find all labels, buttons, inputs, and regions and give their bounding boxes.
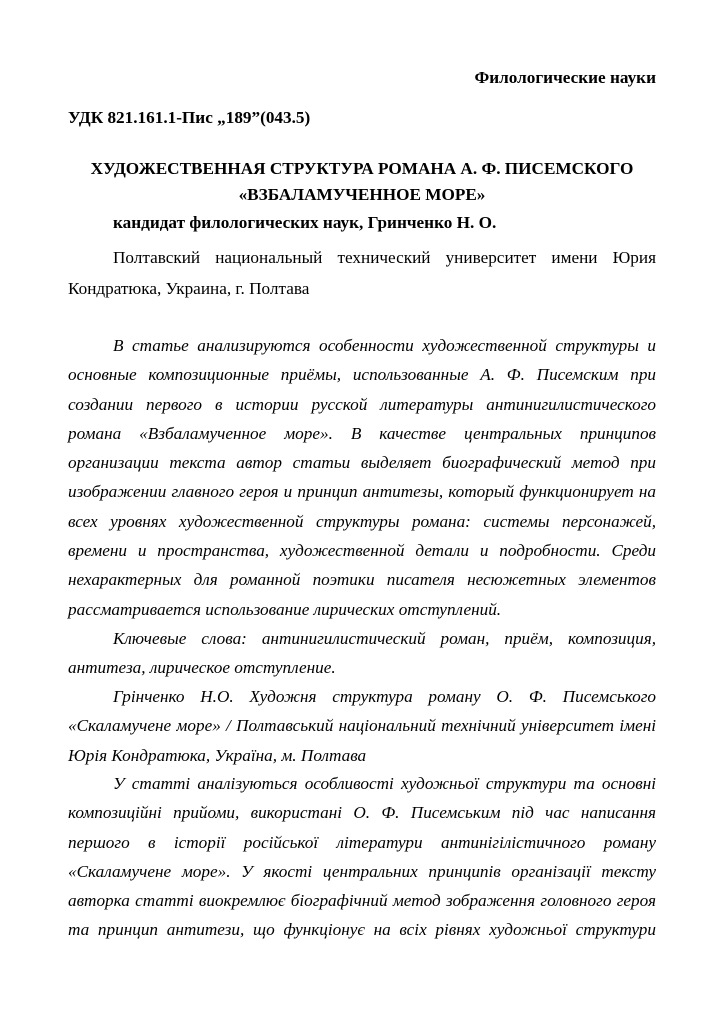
text-line: «Скаламучене море» / Полтавський національний технічний університет імені	[68, 716, 656, 736]
text-line: авторка статті виокремлює біографічний метод зображення головного героя	[68, 891, 656, 911]
text-line: создании первого в истории русской литературы антинигилистического	[68, 394, 656, 414]
text-line: Полтавский национальный технический университет имени Юрия	[113, 248, 656, 267]
text-line: В статье анализируются особенности художественной структуры и	[113, 336, 656, 355]
text-line: изображении главного героя и принцип антитезы, который функционирует на	[68, 482, 656, 502]
text-line: рассматривается использование лирических отступлений.	[68, 599, 502, 619]
text-line: Кондратюка, Украина, г. Полтава	[68, 279, 310, 298]
affiliation	[68, 242, 656, 304]
text-line: Ключевые слова: антинигилистический роман, приём, композиция,	[113, 629, 656, 648]
abstract-ru	[68, 331, 656, 624]
author-line: кандидат филологических наук, Гринченко Н. О.	[113, 213, 497, 232]
citation-ua	[68, 682, 656, 770]
text-line: антитеза, лирическое отступление.	[68, 658, 336, 678]
text-line: першого в історії російської літератури антинігілістичного роману	[68, 832, 656, 852]
text-line: организации текста автор статьи выделяет биографический метод при	[68, 453, 656, 473]
title-line: ХУДОЖЕСТВЕННАЯ СТРУКТУРА РОМАНА А. Ф. ПИСЕМСКОГО	[90, 159, 634, 178]
section-heading: Филологические науки	[474, 68, 656, 87]
abstract-ua	[68, 769, 656, 945]
text-line: композиційні прийоми, використані О. Ф. Писемським під час написання	[68, 803, 656, 823]
text-line: времени и пространства, художественной детали и подробности. Среди	[68, 541, 656, 561]
keywords-ru	[68, 624, 656, 683]
text-line: Грінченко Н.О. Художня структура роману О. Ф. Писемського	[113, 687, 656, 706]
text-line: всех уровнях художественной структуры романа: системы персонажей,	[68, 511, 656, 531]
title-line: «ВЗБАЛАМУЧЕННОЕ МОРЕ»	[238, 185, 486, 204]
udk-code: УДК 821.161.1-Пис „189”(043.5)	[68, 108, 311, 127]
text-line: У статті аналізуються особливості художньої структури та основні	[113, 774, 656, 793]
text-line: романа «Взбаламученное море». В качестве центральных принципов	[68, 423, 656, 443]
text-line: нехарактерных для романной поэтики писателя несюжетных элементов	[68, 570, 656, 590]
text-line: та принцип антитези, що функціонує на всіх рівнях художньої структури	[68, 920, 656, 940]
text-line: «Скаламучене море». У якості центральних принципів організації тексту	[68, 861, 656, 881]
text-line: основные композиционные приёмы, использованные А. Ф. Писемским при	[68, 365, 656, 385]
text-line: Юрія Кондратюка, Україна, м. Полтава	[68, 745, 367, 765]
article-title	[68, 156, 656, 208]
